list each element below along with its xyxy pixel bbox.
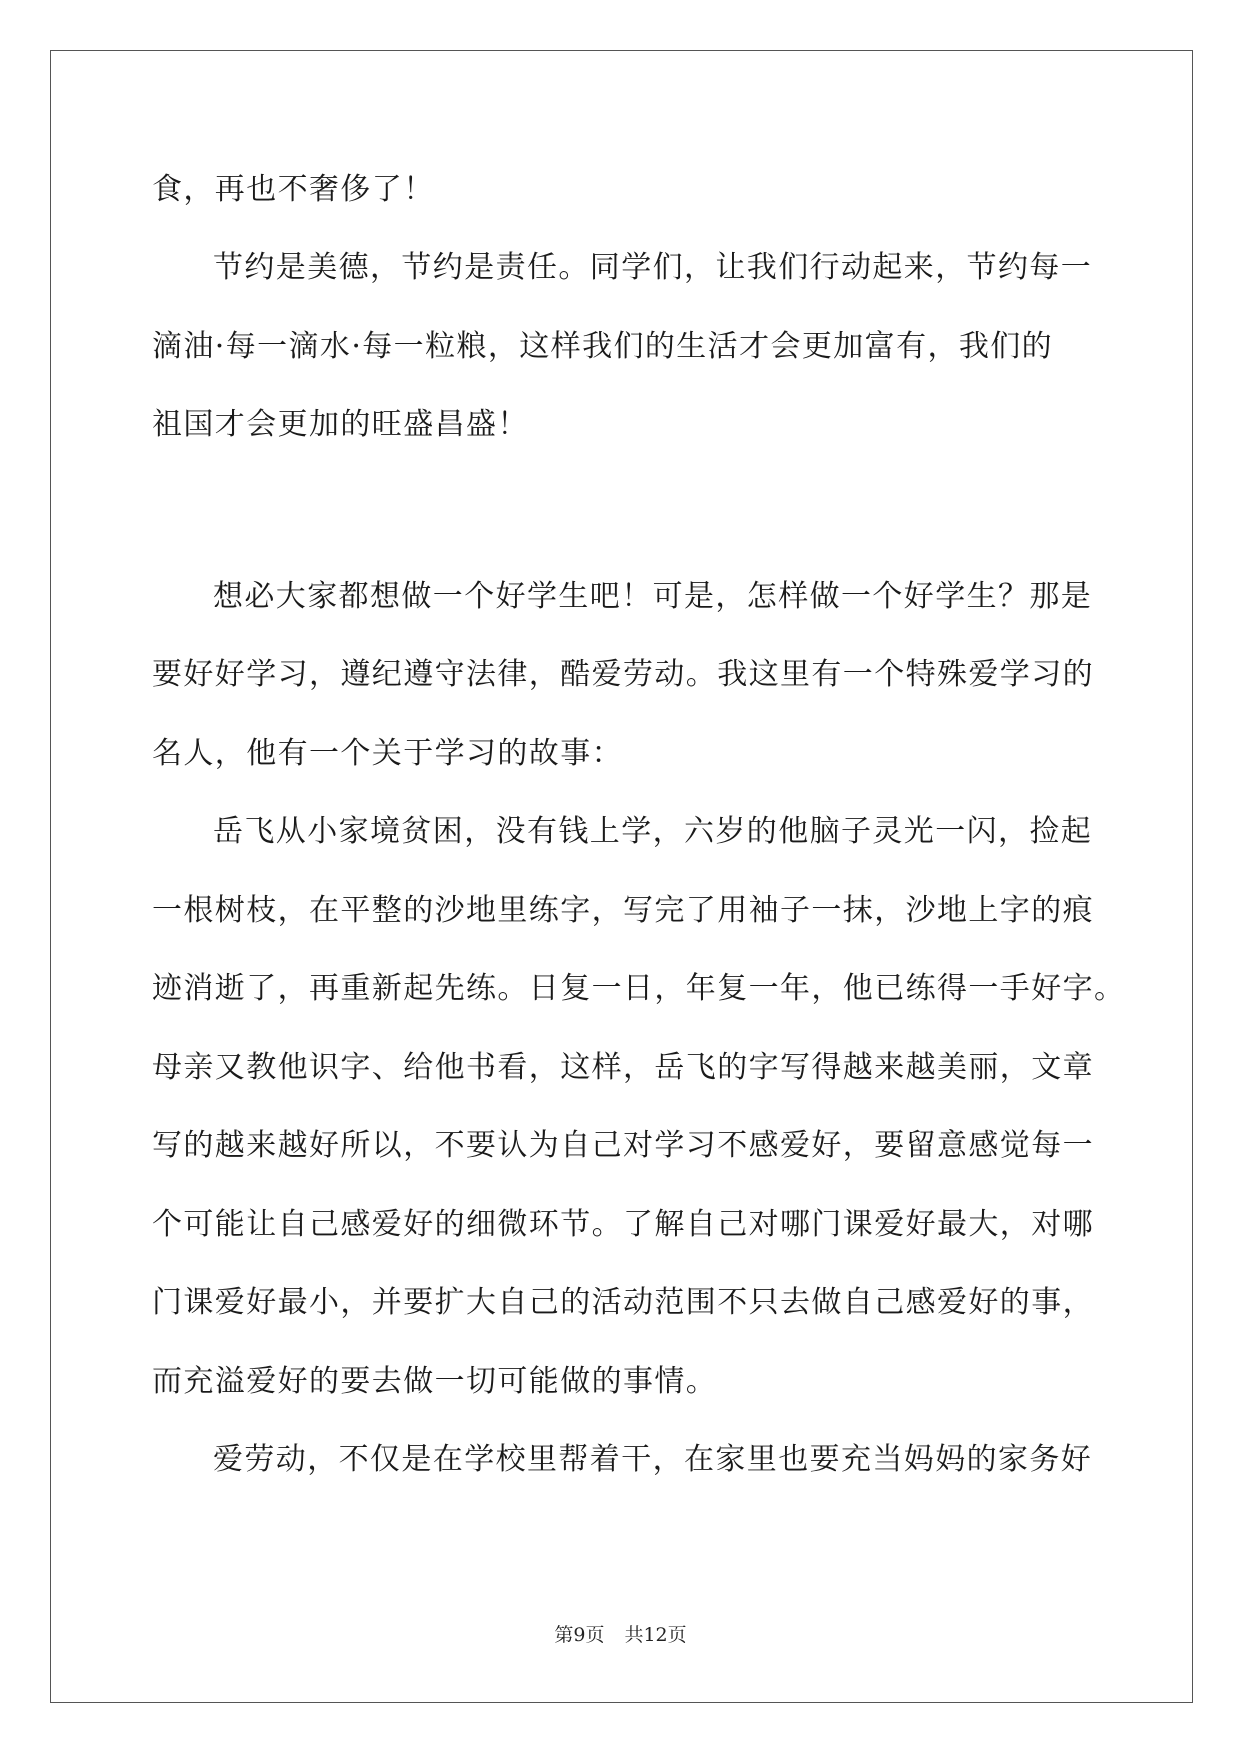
page-number: 第9页 (554, 1624, 605, 1646)
text-line-15: 而充溢爱好的要去做一切可能做的事情。 (152, 1364, 718, 1399)
text-line-10: 迹消逝了，再重新起先练。日复一日，年复一年，他已练得一手好字。 (152, 971, 1126, 1006)
text-line-6: 要好好学习，遵纪遵守法律，酷爱劳动。我这里有一个特殊爱学习的 (152, 657, 1094, 692)
text-line-14: 门课爱好最小，并要扩大自己的活动范围不只去做自己感爱好的事， (152, 1285, 1094, 1320)
page-footer (0, 1623, 1241, 1647)
text-line-5: 想必大家都想做一个好学生吧！可是，怎样做一个好学生？那是 (213, 579, 1093, 614)
text-line-7: 名人，他有一个关于学习的故事： (152, 736, 623, 771)
text-line-9: 一根树枝，在平整的沙地里练字，写完了用袖子一抹，沙地上字的痕 (152, 893, 1094, 928)
text-line-13: 个可能让自己感爱好的细微环节。了解自己对哪门课爱好最大，对哪 (152, 1207, 1094, 1242)
text-line-16: 爱劳动，不仅是在学校里帮着干，在家里也要充当妈妈的家务好 (213, 1442, 1093, 1477)
text-line-12: 写的越来越好所以，不要认为自己对学习不感爱好，要留意感觉每一 (152, 1128, 1094, 1163)
text-line-1: 食，再也不奢侈了！ (152, 172, 435, 207)
text-line-2: 节约是美德，节约是责任。同学们，让我们行动起来，节约每一 (213, 250, 1093, 285)
text-line-11: 母亲又教他识字、给他书看，这样，岳飞的字写得越来越美丽，文章 (152, 1050, 1094, 1085)
text-line-4: 祖国才会更加的旺盛昌盛！ (152, 407, 529, 442)
text-line-3: 滴油·每一滴水·每一粒粮，这样我们的生活才会更加富有，我们的 (152, 329, 1054, 364)
text-line-8: 岳飞从小家境贫困，没有钱上学，六岁的他脑子灵光一闪，捡起 (213, 814, 1093, 849)
page-total: 共12页 (624, 1624, 687, 1646)
